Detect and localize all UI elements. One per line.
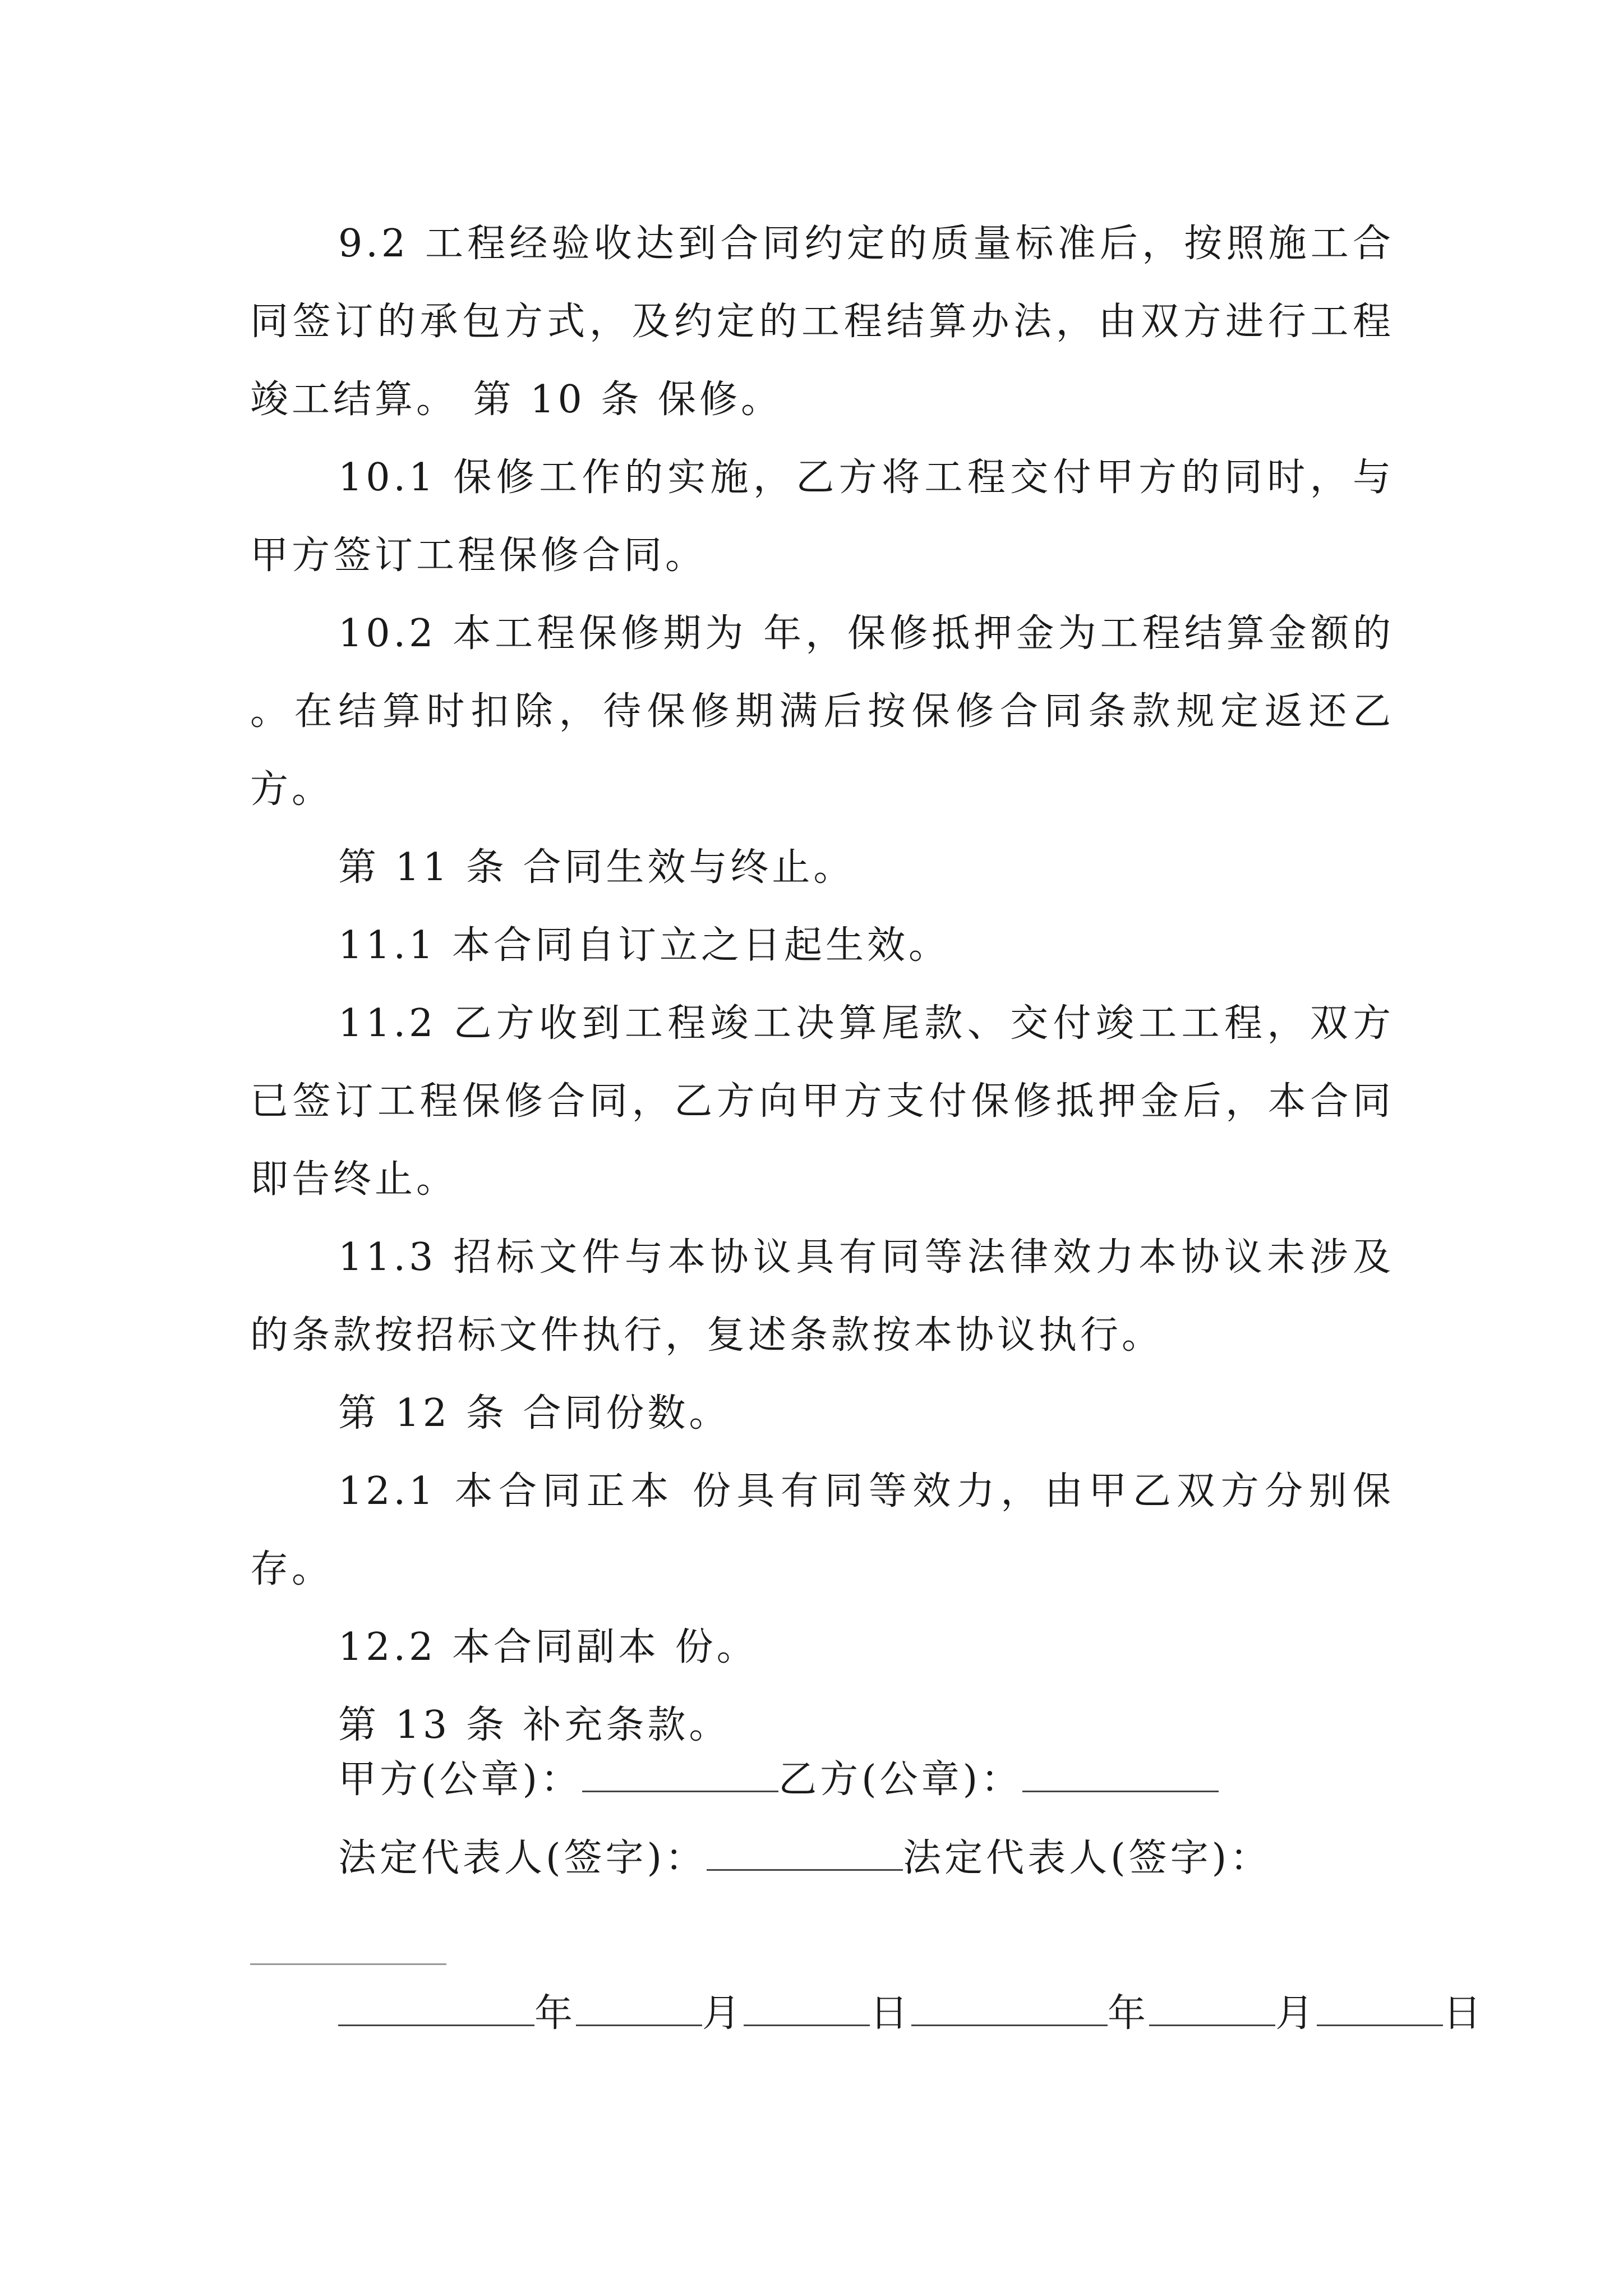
party-b-year-blank [911,1991,1108,2026]
party-b-day-blank [1317,1991,1443,2026]
clause-11-2: 11.2 乙方收到工程竣工决算尾款、交付竣工工程，双方已签订工程保修合同，乙方向甲方支付保修抵押金后，本合同即告终止。 [250,1001,1394,1202]
party-b-seal-label: 乙方(公章)： [778,1757,1023,1802]
party-a-year-blank [338,1991,534,2026]
party-a-seal-blank [582,1757,778,1792]
article-12-heading: 第 12 条 合同份数。 [338,1391,731,1435]
contract-body [250,205,1394,1764]
clause-12-1: 12.1 本合同正本 份具有同等效力，由甲乙双方分别保存。 [250,1469,1394,1591]
party-b-rep-label: 法定代表人(签字)： [903,1836,1272,1880]
clause-12-2: 12.2 本合同副本 份。 [338,1625,758,1669]
clause-10-1: 10.1 保修工作的实施，乙方将工程交付甲方的同时，与甲方签订工程保修合同。 [250,455,1394,578]
party-a-seal-label: 甲方(公章)： [338,1757,583,1802]
clause-11-3: 11.3 招标文件与本协议具有同等法律效力本协议未涉及的条款按招标文件执行，复述条款按本协议执行。 [250,1235,1394,1358]
party-b-day-label: 日 [1443,1991,1485,2036]
article-13-heading: 第 13 条 补充条款。 [338,1703,731,1747]
party-b-seal-blank [1022,1757,1219,1792]
article-11-heading: 第 11 条 合同生效与终止。 [338,845,855,890]
clause-10-2: 10.2 本工程保修期为 年，保修抵押金为工程结算金额的 。在结算时扣除，待保修期满后按保修合同条款规定返还乙方。 [250,611,1394,812]
party-b-rep-blank [250,1963,446,1965]
party-a-month-label: 月 [702,1991,744,2036]
party-a-rep-blank [707,1835,903,1871]
party-b-month-blank [1149,1991,1275,2026]
clause-9-2: 9.2 工程经验收达到合同约定的质量标准后，按照施工合同签订的承包方式，及约定的工程结算办法，由双方进行工程竣工结算。 第 10 条 保修。 [250,222,1394,422]
date-line [338,1983,1484,2037]
party-a-month-blank [576,1991,702,2026]
party-a-year-label: 年 [534,1991,577,2036]
party-a-day-label: 日 [870,1991,912,2036]
party-b-month-label: 月 [1275,1991,1317,2036]
party-a-day-blank [744,1991,870,2026]
party-b-year-label: 年 [1108,1991,1150,2036]
representative-line [338,1828,1271,1882]
seal-line [338,1749,1219,1803]
party-a-rep-label: 法定代表人(签字)： [338,1836,707,1880]
clause-11-1: 11.1 本合同自订立之日起生效。 [338,923,951,968]
